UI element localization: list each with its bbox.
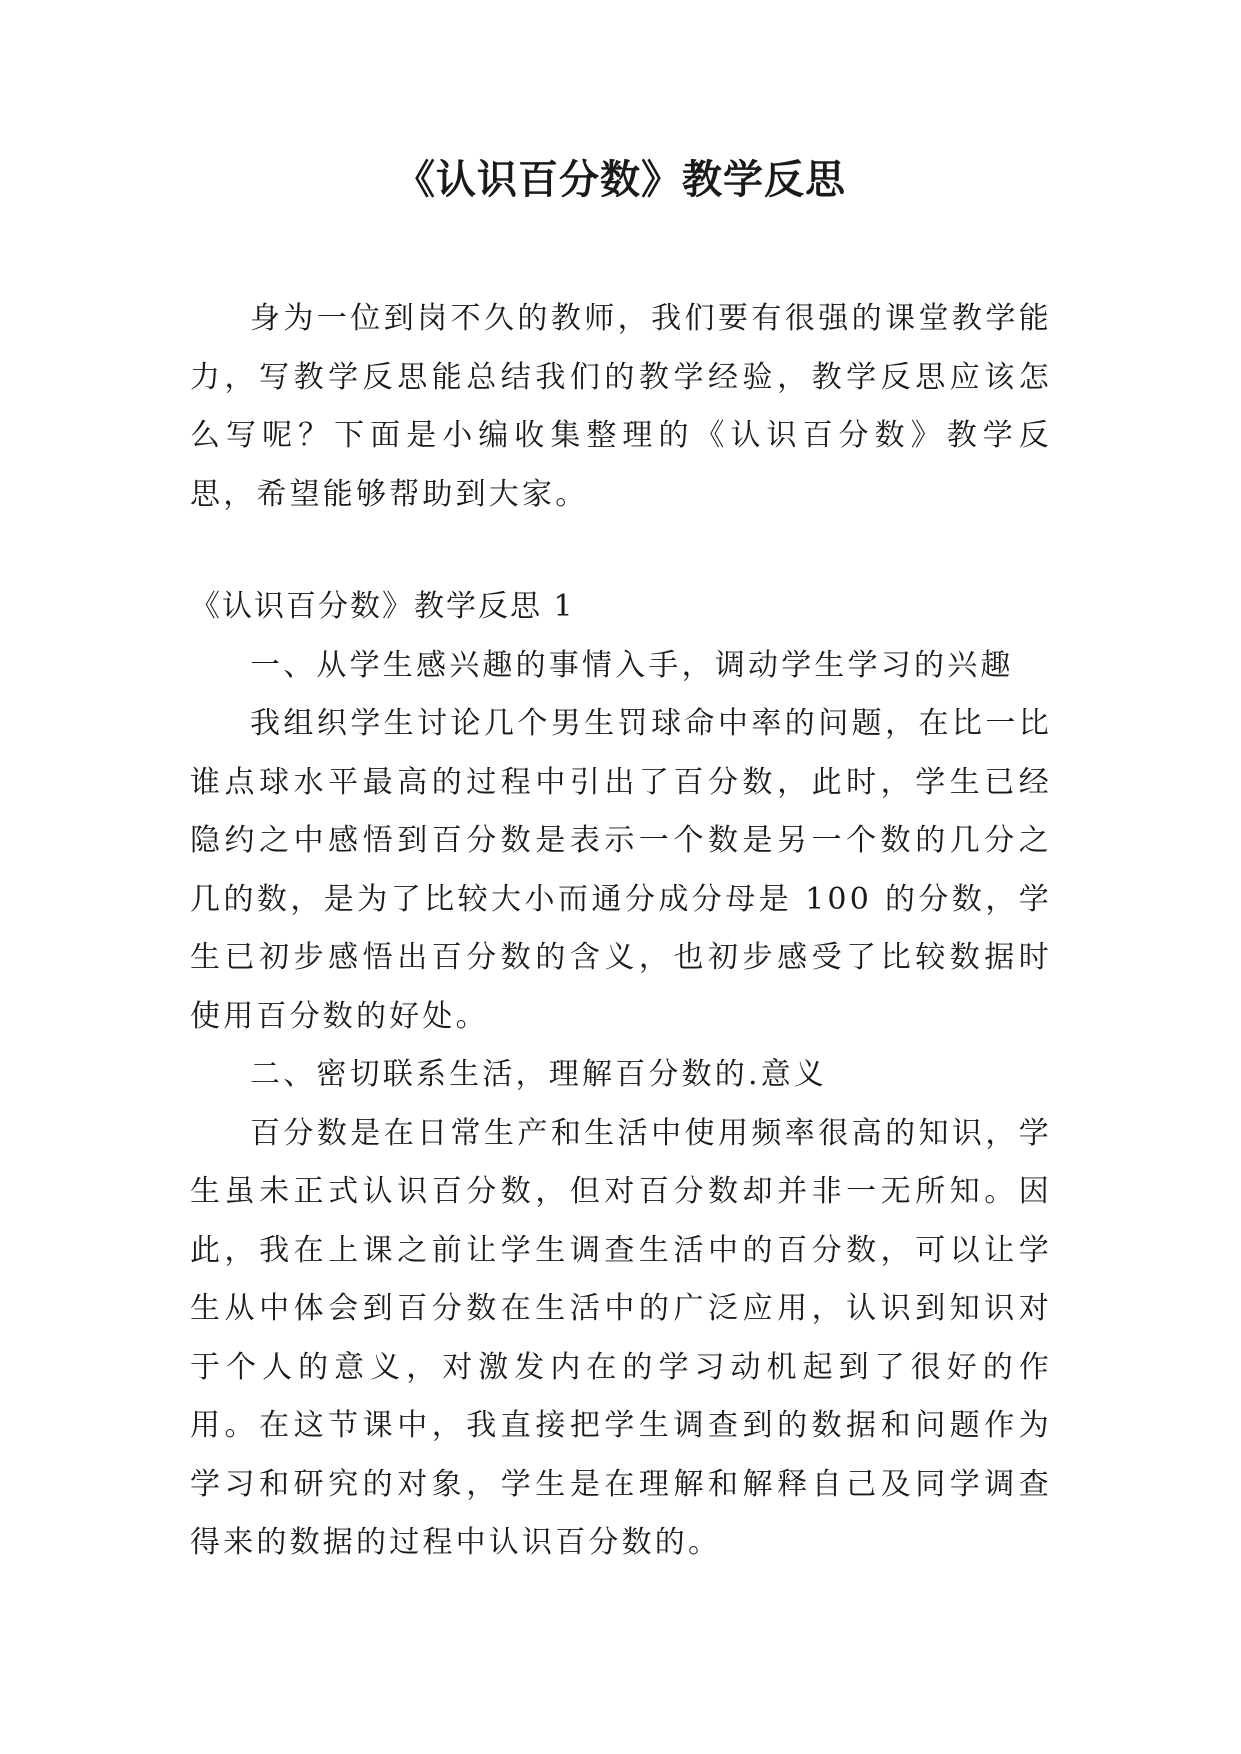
- intro-block: [190, 290, 1052, 524]
- subheading-1: 一、从学生感兴趣的事情入手，调动学生学习的兴趣: [250, 647, 1014, 683]
- section-title: 《认识百分数》教学反思 1: [190, 589, 575, 624]
- document-title: 《认识百分数》教学反思: [395, 156, 846, 203]
- paragraph-1: 我组织学生讨论几个男生罚球命中率的问题，在比一比谁点球水平最高的过程中引出了百分数，此时，学生已经隐约之中感悟到百分数是表示一个数是另一个数的几分之几的数，是为了比较大小而通分成分母是 100 的分数，学生已初步感悟出百分数的含义，也初步感受了比较数据时使用百分数的好处。: [190, 706, 1052, 1034]
- subheading-2: 二、密切联系生活，理解百分数的.意义: [250, 1057, 828, 1092]
- paragraph-2: 百分数是在日常生产和生活中使用频率很高的知识，学生虽未正式认识百分数，但对百分数却并非一无所知。因此，我在上课之前让学生调查生活中的百分数，可以让学生从中体会到百分数在生活中的广泛应用，认识到知识对于个人的意义，对激发内在的学习动机起到了很好的作用。在这节课中，我直接把学生调查到的数据和问题作为学习和研究的对象，学生是在理解和解释自己及同学调查得来的数据的过程中认识百分数的。: [190, 1115, 1052, 1560]
- section-1: [190, 578, 1052, 1573]
- intro-paragraph: 身为一位到岗不久的教师，我们要有很强的课堂教学能力，写教学反思能总结我们的教学经验，教学反思应该怎么写呢？下面是小编收集整理的《认识百分数》教学反思，希望能够帮助到大家。: [190, 301, 1052, 512]
